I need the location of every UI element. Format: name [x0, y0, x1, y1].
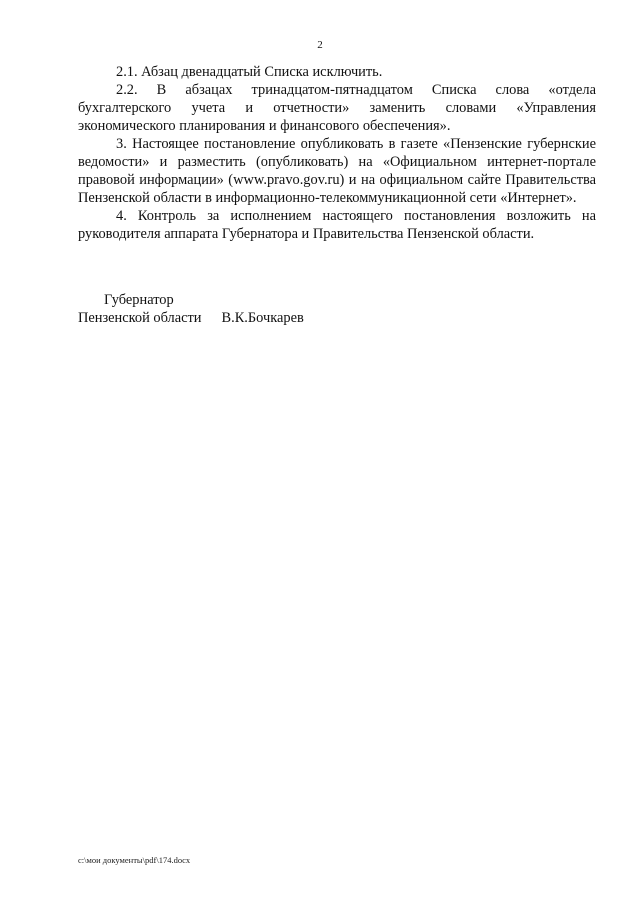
signer-title-line1: Губернатор: [104, 292, 174, 308]
paragraph-4: 4. Контроль за исполнением настоящего постановления возложить на руководителя аппарата Губернатора и Правительства Пензенской области.: [78, 208, 596, 242]
paragraph-3: 3. Настоящее постановление опубликовать в газете «Пензенские губернские ведомости» и разместить (опубликовать) на «Официальном интернет-портале правовой информации» (www.pravo.gov.ru) и на официальном сайте Правительства Пензенской области в информационно-телекоммуникационной сети «Интернет».: [78, 136, 596, 206]
footer-file-path: c:\мои документы\pdf\174.docx: [78, 855, 191, 865]
page-number: 2: [317, 39, 323, 51]
paragraph-2-1: 2.1. Абзац двенадцатый Списка исключить.: [116, 64, 383, 80]
signer-row: [78, 309, 304, 327]
signer-title-line2: Пензенской области: [78, 310, 202, 326]
signature-block: [78, 291, 304, 327]
paragraph-2-2: 2.2. В абзацах тринадцатом-пятнадцатом Списка слова «отдела бухгалтерского учета и отчетности» заменить словами «Управления экономического планирования и финансового обеспечения».: [78, 82, 596, 134]
document-body: [78, 63, 596, 243]
signer-name: В.К.Бочкарев: [221, 310, 304, 326]
